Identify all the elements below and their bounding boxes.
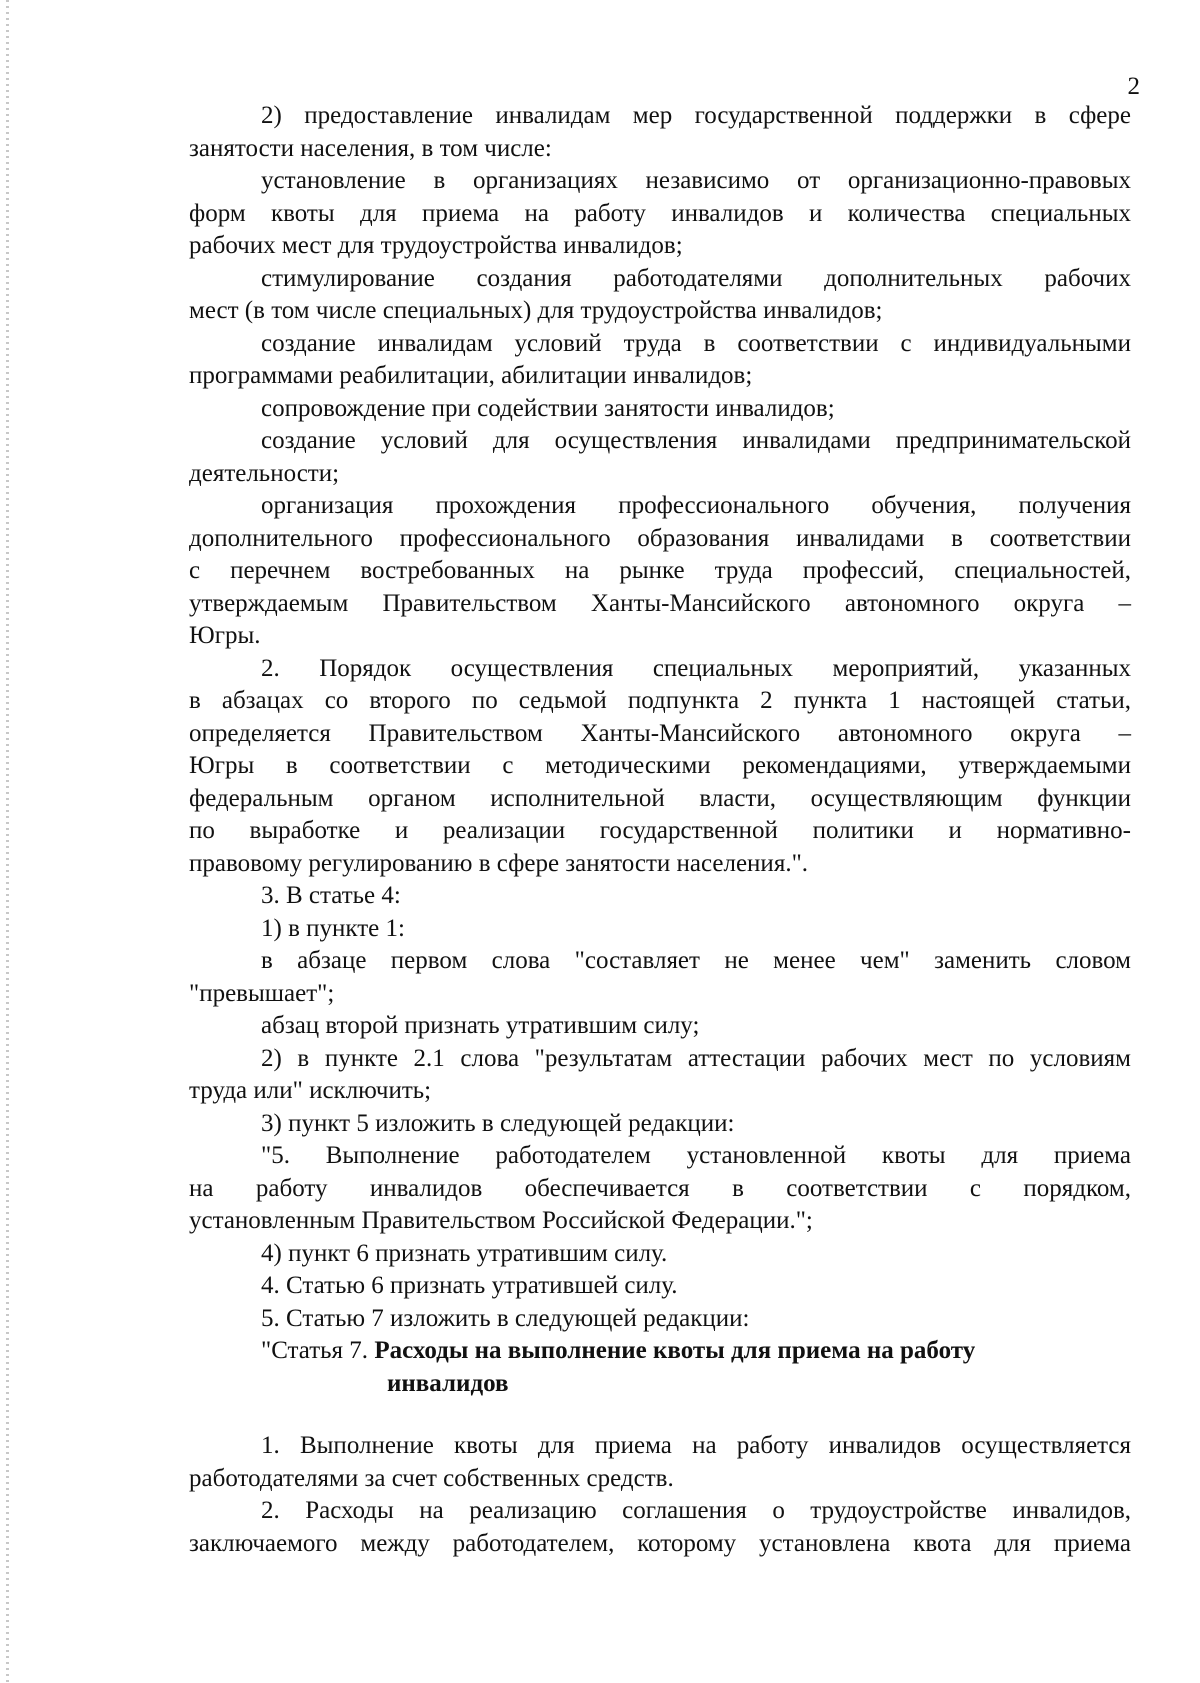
text-line: рабочих мест для трудоустройства инвалидов; bbox=[189, 232, 683, 259]
text-line: Югры. bbox=[189, 622, 261, 649]
page-number: 2 bbox=[1127, 73, 1140, 100]
text-line: деятельности; bbox=[189, 459, 340, 487]
article-heading bbox=[189, 1335, 1131, 1368]
text-line: заключаемого между работодателем, которому установлена квота для приема bbox=[189, 1529, 1131, 1557]
text-line: 4. Статью 6 признать утратившей силу. bbox=[261, 1272, 678, 1299]
heading-spacer bbox=[189, 1400, 1131, 1430]
text-line: занятости населения, в том числе: bbox=[189, 134, 552, 162]
text-line: стимулирование создания работодателями дополнительных рабочих bbox=[261, 264, 1131, 292]
article-heading-prefix: "Статья 7. bbox=[261, 1337, 375, 1364]
article-heading-title: Расходы на выполнение квоты для приема на работу bbox=[374, 1337, 976, 1364]
text-line: "5. Выполнение работодателем установленной квоты для приема bbox=[261, 1142, 1131, 1169]
text-line: на работу инвалидов обеспечивается в соответствии с порядком, bbox=[189, 1174, 1131, 1202]
text-line: организация прохождения профессионального обучения, получения bbox=[261, 492, 1131, 519]
text-line: программами реабилитации, абилитации инвалидов; bbox=[189, 362, 753, 389]
text-line: в абзаце первом слова "составляет не менее чем" заменить словом bbox=[261, 947, 1131, 974]
text-line: с перечнем востребованных на рынке труда профессий, специальностей, bbox=[189, 557, 1131, 584]
text-line: 4) пункт 6 признать утратившим силу. bbox=[261, 1239, 668, 1267]
text-line: 2. Порядок осуществления специальных мероприятий, указанных bbox=[261, 654, 1131, 682]
text-line: "превышает"; bbox=[189, 979, 335, 1007]
text-line: в абзацах со второго по седьмой подпункта 2 пункта 1 настоящей статьи, bbox=[189, 687, 1131, 714]
text-line: дополнительного профессионального образования инвалидами в соответствии bbox=[189, 524, 1131, 552]
text-line: 2) предоставление инвалидам мер государственной поддержки в сфере bbox=[261, 102, 1131, 129]
text-line: работодателями за счет собственных средств. bbox=[189, 1464, 674, 1492]
text-line: труда или" исключить; bbox=[189, 1077, 432, 1104]
text-line: 3. В статье 4: bbox=[261, 882, 401, 909]
text-line: 2) в пункте 2.1 слова "результатам аттестации рабочих мест по условиям bbox=[261, 1044, 1131, 1072]
article-heading-title-continued: инвалидов bbox=[387, 1369, 509, 1397]
text-line: федеральным органом исполнительной власти, осуществляющим функции bbox=[189, 784, 1131, 812]
text-line: 1) в пункте 1: bbox=[261, 914, 405, 942]
text-line: мест (в том числе специальных) для трудоустройства инвалидов; bbox=[189, 297, 883, 324]
text-line: утверждаемым Правительством Ханты-Мансийского автономного округа – bbox=[189, 589, 1131, 617]
document-body bbox=[189, 100, 1131, 1560]
text-line: правовому регулированию в сфере занятости населения.". bbox=[189, 849, 809, 877]
text-line: установленным Правительством Российской Федерации."; bbox=[189, 1207, 813, 1234]
text-line: форм квоты для приема на работу инвалидов и количества специальных bbox=[189, 199, 1131, 227]
text-line: Югры в соответствии с методическими рекомендациями, утверждаемыми bbox=[189, 752, 1131, 779]
text-line: установление в организациях независимо от организационно-правовых bbox=[261, 167, 1131, 194]
text-line: создание инвалидам условий труда в соответствии с индивидуальными bbox=[261, 329, 1131, 357]
text-line: определяется Правительством Ханты-Мансийского автономного округа – bbox=[189, 719, 1131, 747]
text-line: 1. Выполнение квоты для приема на работу инвалидов осуществляется bbox=[261, 1432, 1131, 1459]
text-line: 5. Статью 7 изложить в следующей редакции: bbox=[261, 1304, 750, 1332]
scan-edge bbox=[6, 0, 9, 1683]
text-line: по выработке и реализации государственной политики и нормативно- bbox=[189, 817, 1131, 844]
text-line: создание условий для осуществления инвалидами предпринимательской bbox=[261, 427, 1131, 454]
text-line: абзац второй признать утратившим силу; bbox=[261, 1012, 700, 1039]
text-line: 2. Расходы на реализацию соглашения о трудоустройстве инвалидов, bbox=[261, 1497, 1131, 1524]
text-line: сопровождение при содействии занятости инвалидов; bbox=[261, 394, 835, 422]
text-line: 3) пункт 5 изложить в следующей редакции: bbox=[261, 1109, 735, 1137]
